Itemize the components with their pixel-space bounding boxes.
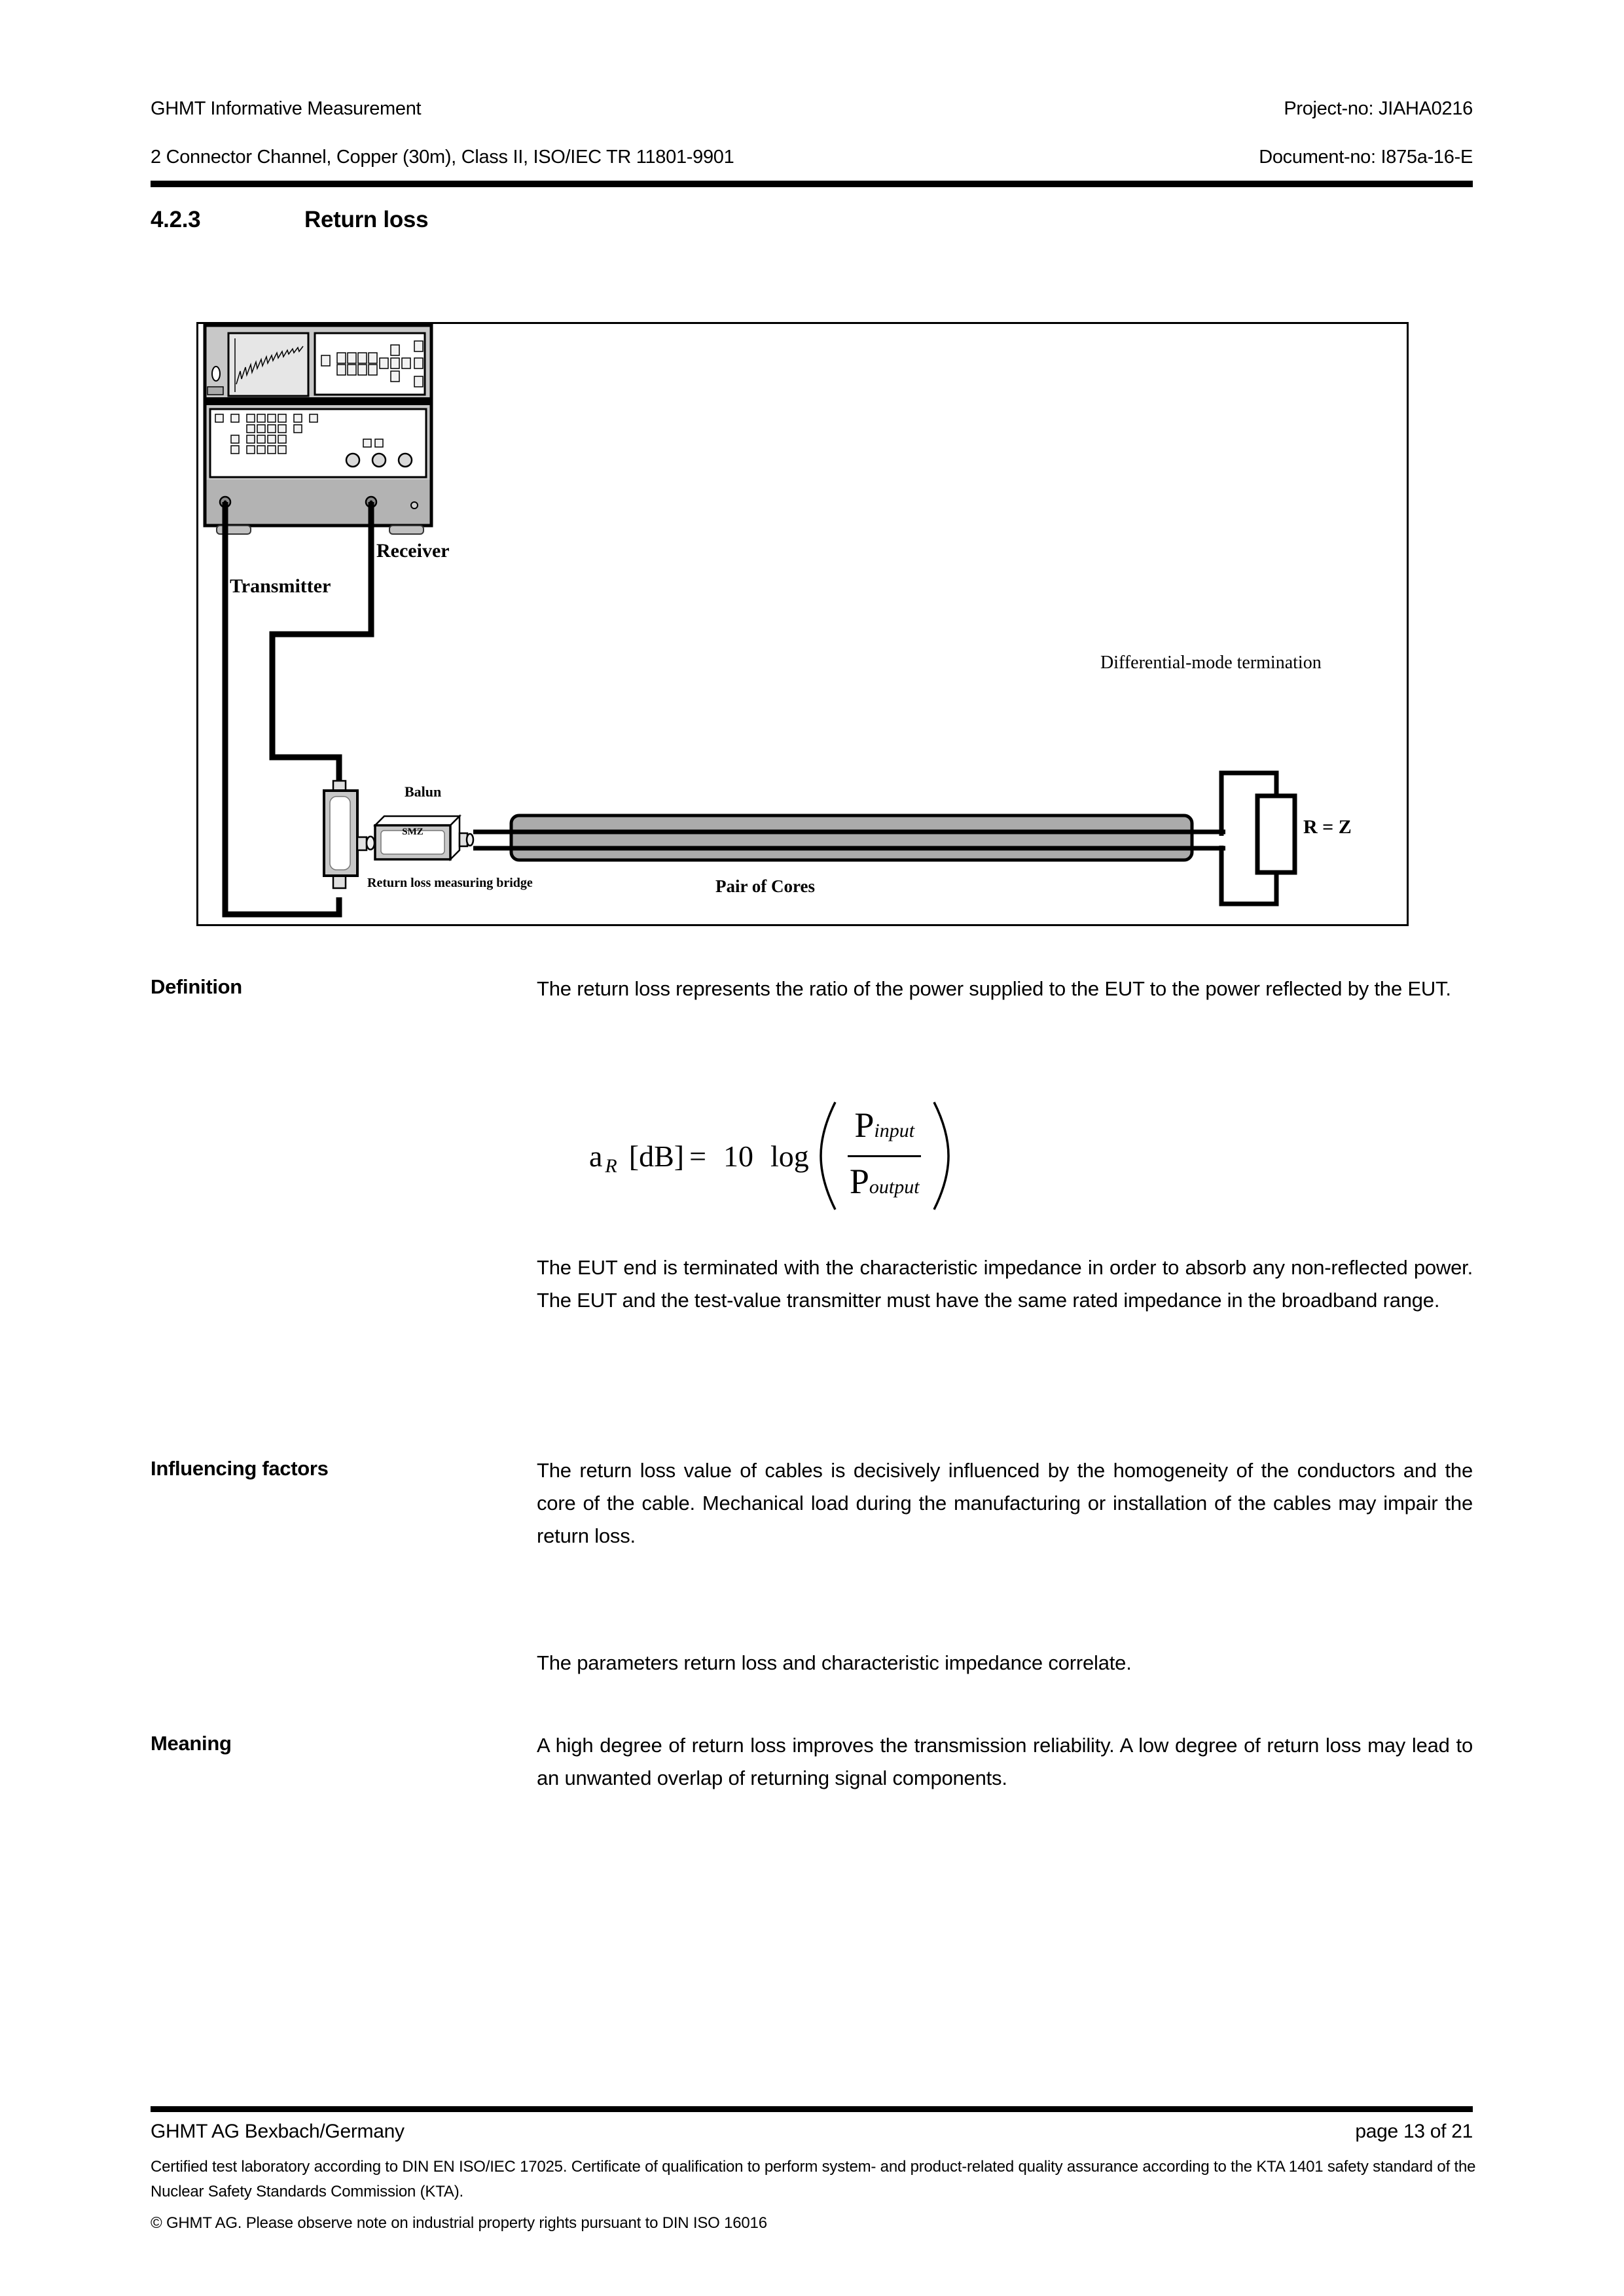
section-title: Return loss	[304, 207, 429, 232]
footer-certification: Certified test laboratory according to DIN EN ISO/IEC 17025. Certificate of qualification to perform system- and product-related quality assurance according to the KTA 1401 safety standard of the Nuclear Safety Standards Commission (KTA).	[151, 2158, 1476, 2200]
transmitter-cable	[225, 502, 339, 914]
pair-of-cores-label: Pair of Cores	[715, 876, 815, 896]
definition-label: Definition	[151, 975, 242, 998]
knob	[372, 454, 386, 467]
formula-equals: =	[689, 1139, 707, 1173]
formula-unit: [dB]	[628, 1139, 685, 1173]
bridge-label: Return loss measuring bridge	[367, 876, 533, 890]
knob	[399, 454, 412, 467]
section-number: 4.2.3	[151, 207, 201, 232]
smz-label: SMZ	[402, 827, 424, 837]
formula-operator: log	[770, 1139, 809, 1173]
header-project-no: Project-no: JIAHA0216	[1284, 98, 1473, 119]
analyzer-screen	[228, 333, 308, 396]
formula-factor: 10	[723, 1139, 754, 1173]
footer-company: GHMT AG Bexbach/Germany	[151, 2121, 405, 2142]
header-rule	[151, 181, 1473, 187]
instrument-foot	[389, 526, 424, 534]
meaning-label: Meaning	[151, 1732, 232, 1755]
receiver-cable	[272, 502, 371, 782]
definition-paragraph-2: The EUT end is terminated with the characteristic impedance in order to absorb any non-reflected power. The EUT and the test-value transmitter must have the same rated impedance in the broadband range.	[537, 1256, 1473, 1312]
meaning-paragraph-1: A high degree of return loss improves the transmission reliability. A low degree of return loss may lead to an unwanted overlap of returning signal components.	[537, 1734, 1473, 1789]
formula-numerator: P	[854, 1105, 875, 1145]
instrument-foot	[217, 526, 251, 534]
transmitter-label: Transmitter	[230, 575, 331, 597]
header-document-no: Document-no: I875a-16-E	[1259, 147, 1473, 168]
influencing-paragraph-1: The return loss value of cables is decisively influenced by the homogeneity of the conductors and the core of the cable. Mechanical load during the manufacturing or installation of the cables may impair the return loss.	[537, 1459, 1473, 1547]
balun-box	[375, 816, 473, 859]
influencing-paragraph-2: The parameters return loss and characteristic impedance correlate.	[537, 1651, 1132, 1674]
footer-page-number: page 13 of 21	[1355, 2121, 1473, 2142]
formula-lhs-sub: R	[605, 1155, 617, 1177]
balun-label: Balun	[405, 783, 442, 800]
formula-numerator-sub: input	[874, 1119, 915, 1141]
termination-loop	[1218, 773, 1295, 904]
formula-denominator: P	[849, 1161, 869, 1201]
resistor	[1257, 796, 1295, 872]
return-loss-formula	[589, 1098, 954, 1213]
definition-paragraph-1: The return loss represents the ratio of the power supplied to the EUT to the power reflected by the EUT.	[537, 977, 1451, 1000]
diagram-graphics	[198, 324, 1407, 924]
header-title-line1: GHMT Informative Measurement	[151, 98, 422, 119]
measurement-setup-diagram	[196, 322, 1409, 926]
receiver-label: Receiver	[376, 540, 450, 562]
footer-rule	[151, 2106, 1473, 2112]
network-analyzer	[205, 325, 431, 534]
knob	[346, 454, 359, 467]
resistor-label: R = Z	[1303, 816, 1352, 838]
formula-fraction	[843, 1106, 926, 1206]
footer-copyright: © GHMT AG. Please observe note on industrial property rights pursuant to DIN ISO 16016	[151, 2214, 767, 2232]
influencing-factors-label: Influencing factors	[151, 1457, 329, 1480]
open-paren	[817, 1100, 839, 1212]
measuring-bridge	[324, 781, 374, 888]
formula-denominator-sub: output	[869, 1175, 920, 1198]
termination-label: Differential-mode termination	[1100, 653, 1322, 673]
header-title-line2: 2 Connector Channel, Copper (30m), Class II, ISO/IEC TR 11801-9901	[151, 147, 734, 168]
formula-lhs: a	[589, 1139, 603, 1173]
close-paren	[930, 1100, 952, 1212]
cable-pair	[473, 816, 1225, 860]
